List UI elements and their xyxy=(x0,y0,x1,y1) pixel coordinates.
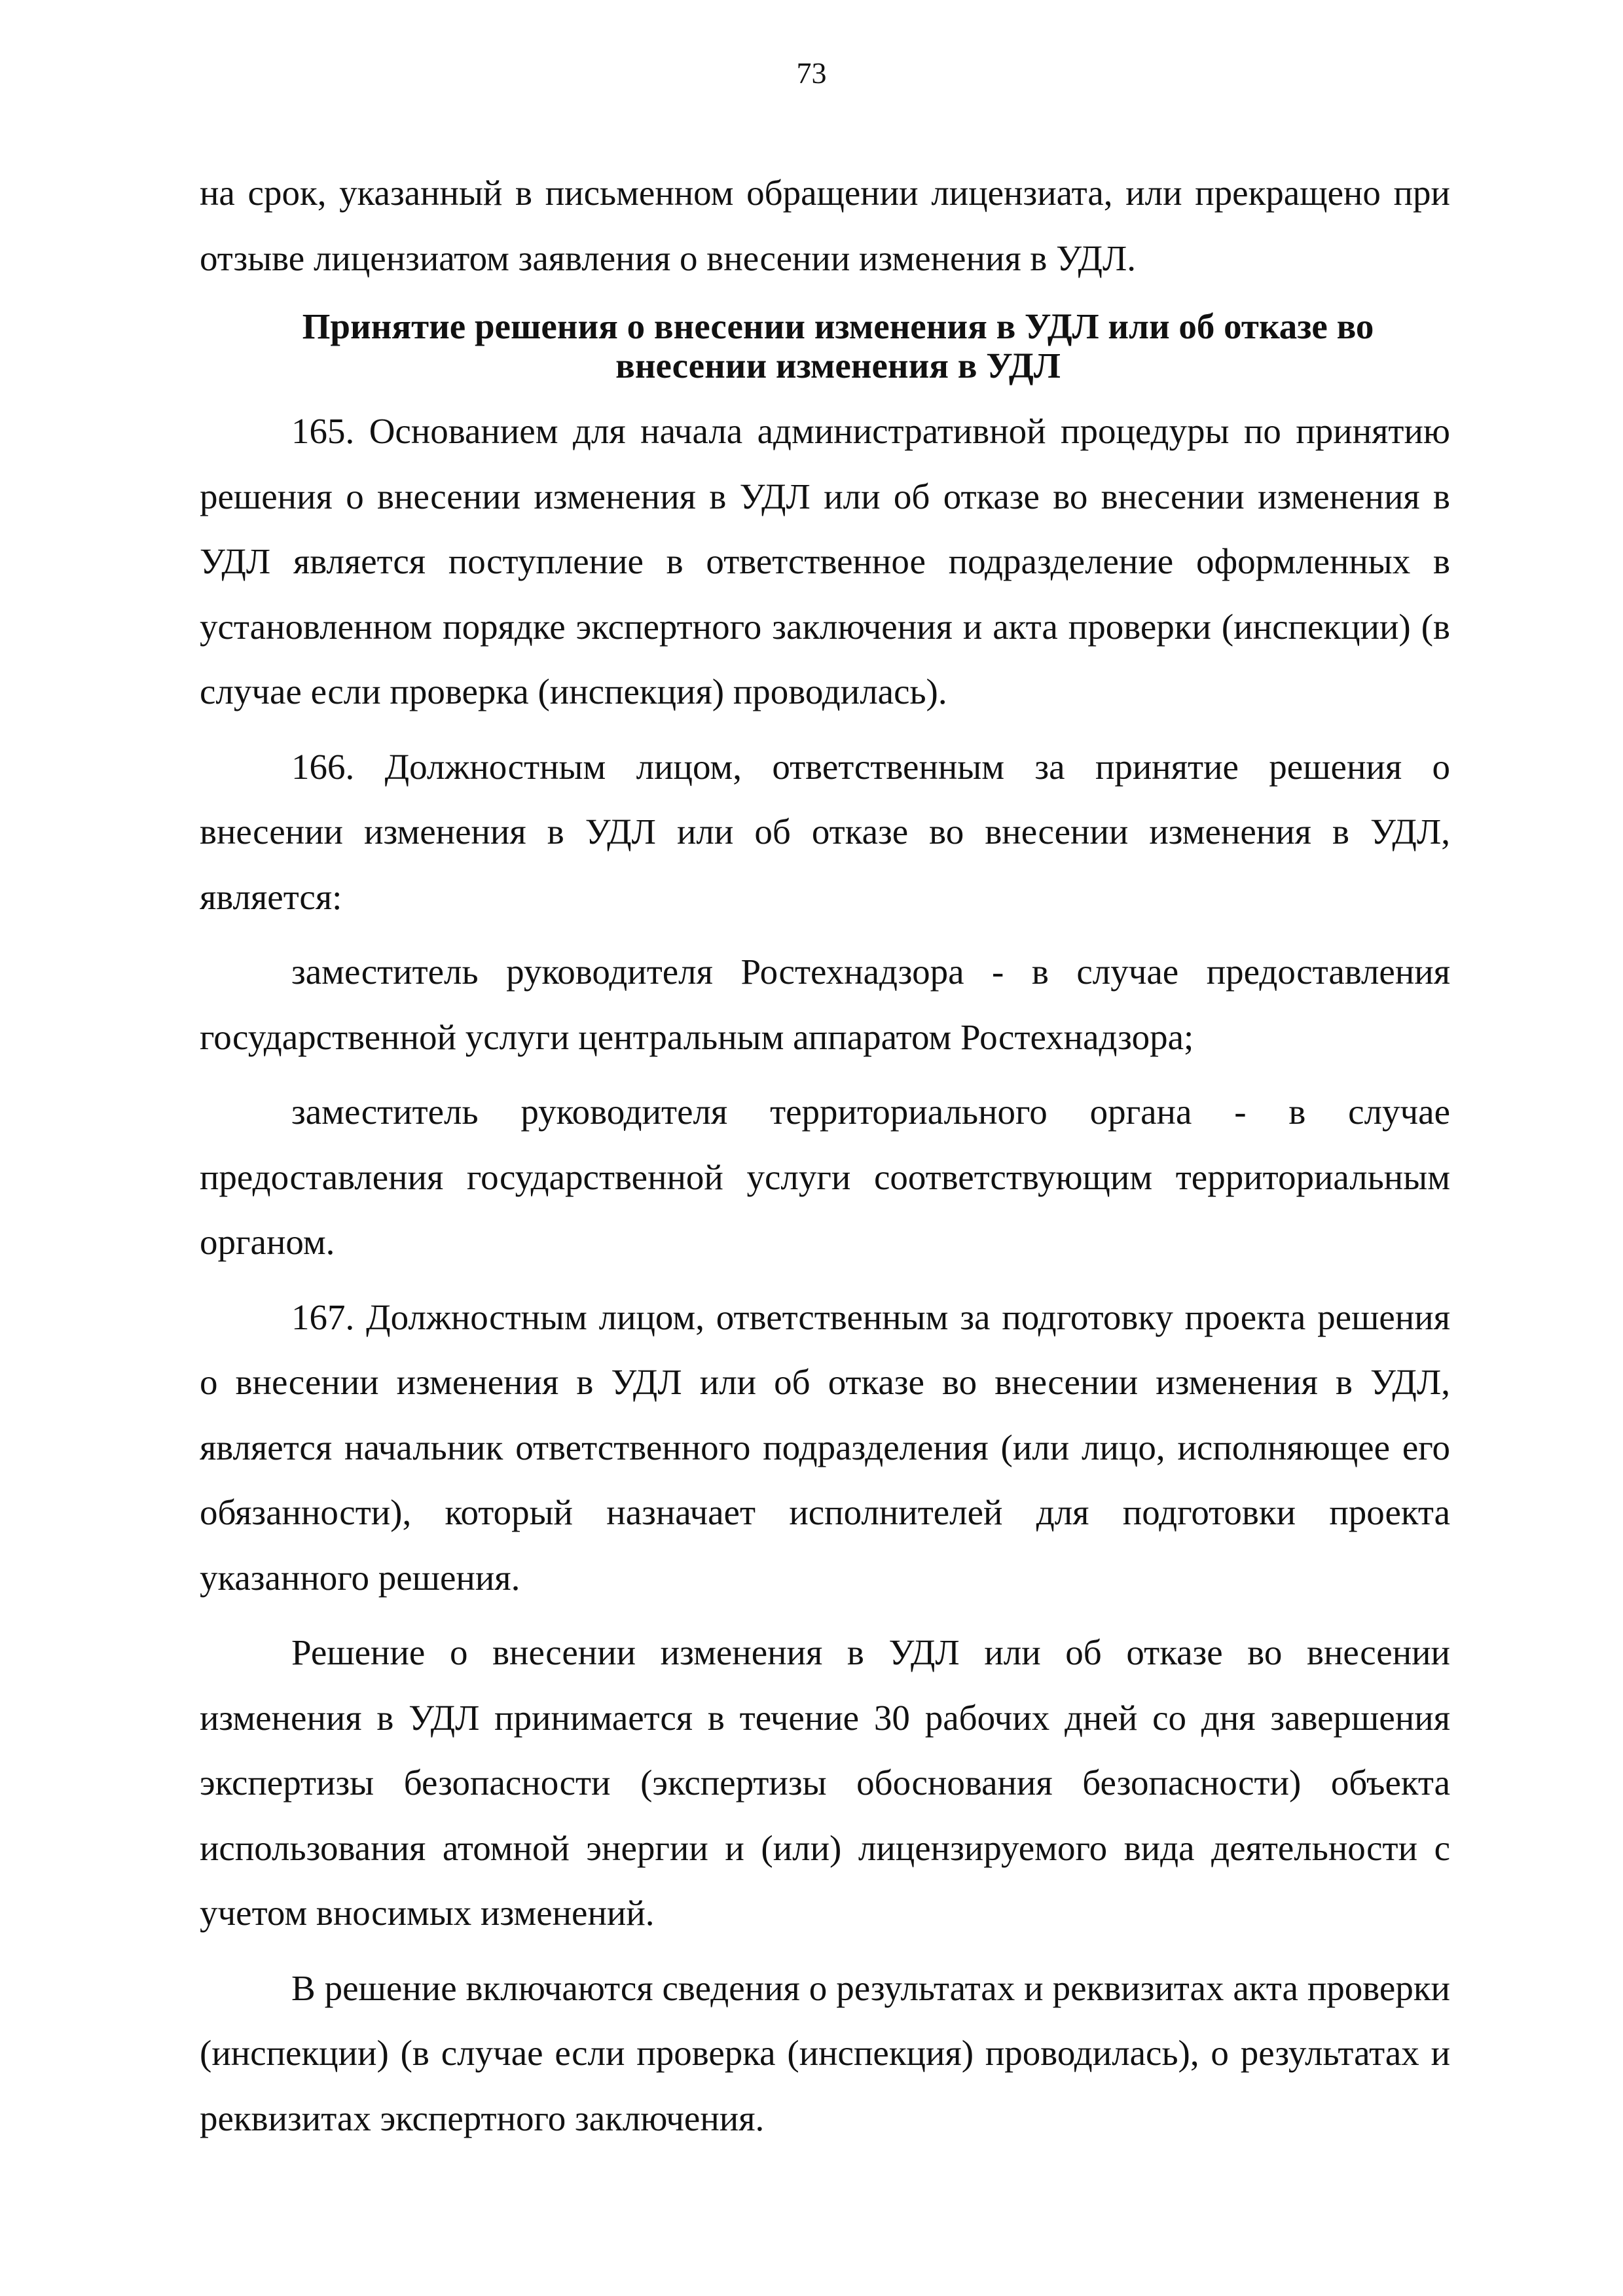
paragraph-167: 167. Должностным лицом, ответственным за подготовку проекта решения о внесении изменения в УДЛ или об отказе во внесении изменения в УДЛ, является начальник ответственного подразделения (или лицо, исполняющее его обязанности), который назначает исполнителей для подготовки проекта указанного решения. xyxy=(200,1297,1450,1598)
section-heading-line-2: внесении изменения в УДЛ xyxy=(615,346,1061,386)
paragraph-decision-contents: В решение включаются сведения о результатах и реквизитах акта проверки (инспекции) (в случае если проверка (инспекция) проводилась), о результатах и реквизитах экспертного заключения. xyxy=(200,1967,1450,2138)
paragraph-166: 166. Должностным лицом, ответственным за принятие решения о внесении изменения в УДЛ или об отказе во внесении изменения в УДЛ, является: xyxy=(200,746,1450,917)
document-body xyxy=(200,160,1450,2151)
paragraph-166-item-2: заместитель руководителя территориального органа - в случае предоставления государственной услуги соответствующим территориальным органом. xyxy=(200,1092,1450,1262)
continued-paragraph: на срок, указанный в письменном обращении лицензиата, или прекращено при отзыве лицензиатом заявления о внесении изменения в УДЛ. xyxy=(200,173,1450,278)
paragraph-166-item-1: заместитель руководителя Ростехнадзора - в случае предоставления государственной услуги центральным аппаратом Ростехнадзора; xyxy=(200,952,1450,1057)
paragraph-decision-term: Решение о внесении изменения в УДЛ или об отказе во внесении изменения в УДЛ принимается в течение 30 рабочих дней со дня завершения экспертизы безопасности (экспертизы обоснования безопасности) объекта использования атомной энергии и (или) лицензируемого вида деятельности с учетом вносимых изменений. xyxy=(200,1632,1450,1933)
section-heading xyxy=(200,307,1450,386)
paragraph-165: 165. Основанием для начала административной процедуры по принятию решения о внесении изменения в УДЛ или об отказе во внесении изменения в УДЛ является поступление в ответственное подразделение оформленных в установленном порядке экспертного заключения и акта проверки (инспекции) (в случае если проверка (инспекция) проводилась). xyxy=(200,411,1450,711)
page-number: 73 xyxy=(796,56,827,90)
section-heading-line-1: Принятие решения о внесении изменения в УДЛ или об отказе во xyxy=(302,306,1374,346)
